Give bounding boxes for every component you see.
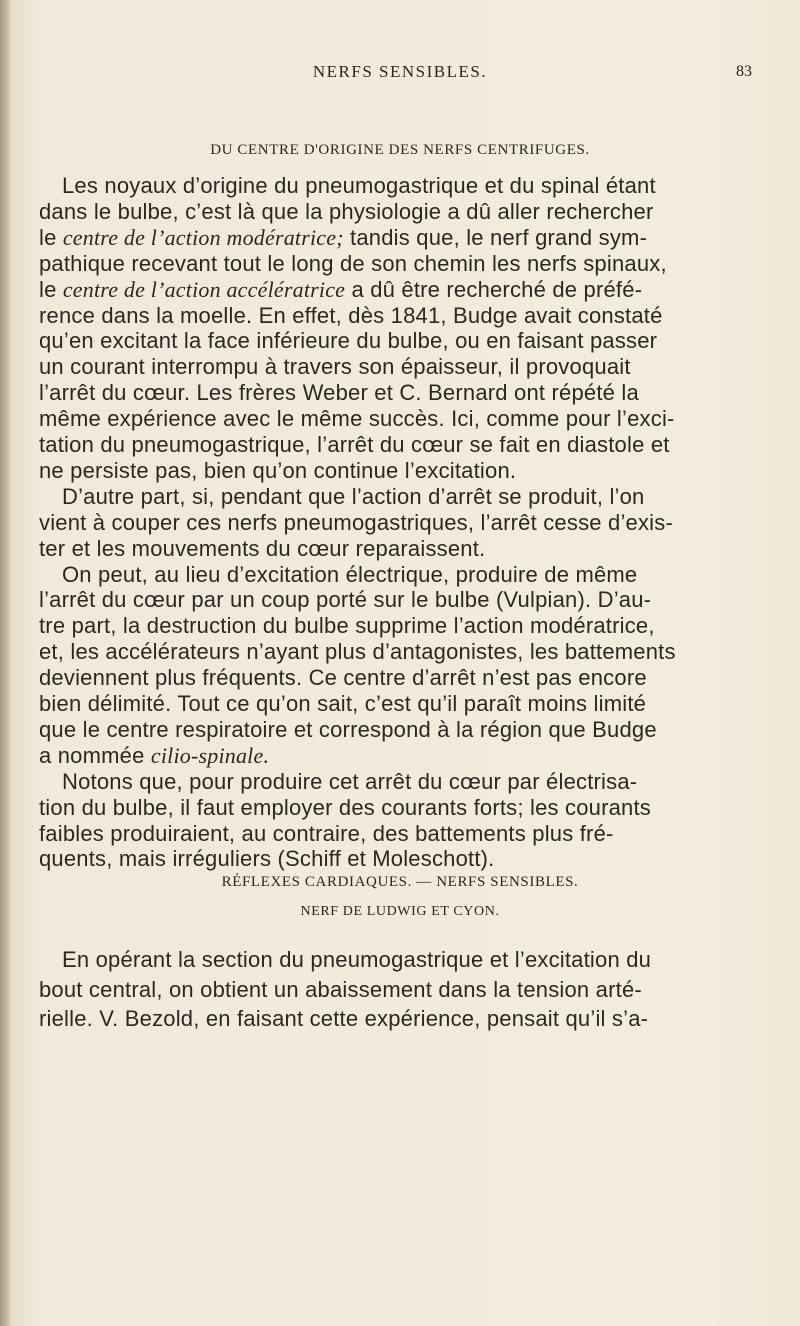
text-line	[39, 327, 657, 355]
text-line	[39, 586, 651, 614]
text-run: un courant interrompu à travers son épaisseur, il provoquait	[39, 354, 631, 380]
running-head	[0, 62, 800, 86]
text-line	[62, 483, 644, 511]
text-line	[39, 198, 654, 226]
italic-text: cilio-spinale.	[150, 742, 270, 768]
text-run: ne persiste pas, bien qu’on continue l’excitation.	[39, 457, 517, 483]
text-run: Notons que, pour produire cet arrêt du cœur par électrisa-	[62, 768, 638, 794]
section-subheading-ludwig-cyon: NERF DE LUDWIG ET CYON.	[300, 904, 500, 919]
text-line	[39, 302, 663, 330]
text-line	[39, 379, 639, 407]
text-run: ter et les mouvements du cœur reparaissent.	[39, 535, 486, 561]
text-run: qu’en excitant la face inférieure du bulbe, ou en faisant passer	[39, 328, 658, 354]
text-run: même expérience avec le même succès. Ici, comme pour l’exci-	[39, 406, 675, 432]
text-line	[39, 612, 655, 640]
text-run: dans le bulbe, c’est là que la physiologie a dû aller rechercher	[39, 198, 654, 224]
text-run: et, les accélérateurs n’ayant plus d’antagonistes, les battements	[39, 639, 676, 665]
text-line	[62, 946, 651, 974]
text-run: En opérant la section du pneumogastrique et l’excitation du	[62, 947, 652, 972]
text-run: le	[39, 224, 63, 250]
binding-gutter	[0, 0, 10, 1326]
text-line	[39, 353, 631, 381]
section-heading-origin-centers: DU CENTRE D'ORIGINE DES NERFS CENTRIFUGES.	[210, 142, 590, 158]
text-run: bien délimité. Tout ce qu’on sait, c’est qu’il paraît moins limité	[39, 691, 647, 716]
text-run: pathique recevant tout le long de son chemin les nerfs spinaux,	[39, 250, 667, 276]
text-run: l’arrêt du cœur par un coup porté sur le bulbe (Vulpian). D’au-	[39, 587, 652, 613]
text-run: faibles produiraient, au contraire, des battements plus fré-	[39, 820, 614, 846]
text-line	[62, 768, 637, 796]
text-line	[39, 250, 667, 278]
text-run: Les noyaux d’origine du pneumogastrique et du spinal étant	[62, 173, 656, 198]
text-line	[39, 405, 675, 433]
text-line	[39, 664, 647, 692]
text-run: a nommée	[39, 742, 151, 768]
italic-text: centre de l’action modératrice;	[62, 224, 344, 250]
text-line	[39, 457, 516, 485]
page-number: 83	[736, 63, 752, 80]
text-line	[39, 535, 485, 563]
text-run: l’arrêt du cœur. Les frères Weber et C. Bernard ont répété la	[39, 380, 639, 406]
text-line	[39, 845, 494, 873]
text-line	[62, 561, 637, 589]
text-run: vient à couper ces nerfs pneumogastriques, l’arrêt cesse d’exis-	[39, 509, 673, 535]
text-line	[39, 509, 673, 537]
section-heading-cardiac-reflexes: RÉFLEXES CARDIAQUES. — NERFS SENSIBLES.	[221, 874, 579, 890]
text-run: bout central, on obtient un abaissement dans la tension arté-	[39, 976, 642, 1002]
text-line	[39, 1005, 648, 1033]
text-line	[39, 794, 651, 822]
text-run: rielle. V. Bezold, en faisant cette expérience, pensait qu’il s’a-	[39, 1006, 649, 1031]
text-run: que le centre respiratoire et correspond à la région que Budge	[39, 716, 657, 742]
running-head-title: NERFS SENSIBLES.	[312, 62, 488, 81]
text-line	[62, 172, 656, 200]
text-run: le	[39, 276, 63, 302]
italic-text: centre de l’action accélératrice	[62, 276, 346, 302]
text-line	[39, 742, 269, 770]
text-run: tation du pneumogastrique, l’arrêt du cœur se fait en diastole et	[39, 432, 670, 457]
text-run: tion du bulbe, il faut employer des courants forts; les courants	[39, 794, 652, 820]
text-run: tandis que, le nerf grand sym-	[343, 224, 648, 250]
text-run: D’autre part, si, pendant que l’action d’arrêt se produit, l’on	[62, 483, 645, 509]
text-line	[39, 690, 646, 718]
text-line	[39, 431, 670, 459]
text-run: a dû être recherché de préfé-	[345, 276, 643, 302]
text-run: tre part, la destruction du bulbe supprime l’action modératrice,	[39, 613, 655, 639]
text-line	[39, 820, 614, 848]
text-run: On peut, au lieu d’excitation électrique, produire de même	[62, 561, 638, 587]
text-line	[39, 276, 642, 304]
text-run: deviennent plus fréquents. Ce centre d’arrêt n’est pas encore	[39, 665, 647, 691]
text-run: rence dans la moelle. En effet, dès 1841, Budge avait constaté	[39, 302, 663, 328]
text-line	[39, 716, 657, 744]
text-line	[39, 638, 676, 666]
text-line	[39, 224, 647, 252]
text-line	[39, 976, 642, 1004]
text-run: quents, mais irréguliers (Schiff et Moleschott).	[39, 846, 495, 872]
